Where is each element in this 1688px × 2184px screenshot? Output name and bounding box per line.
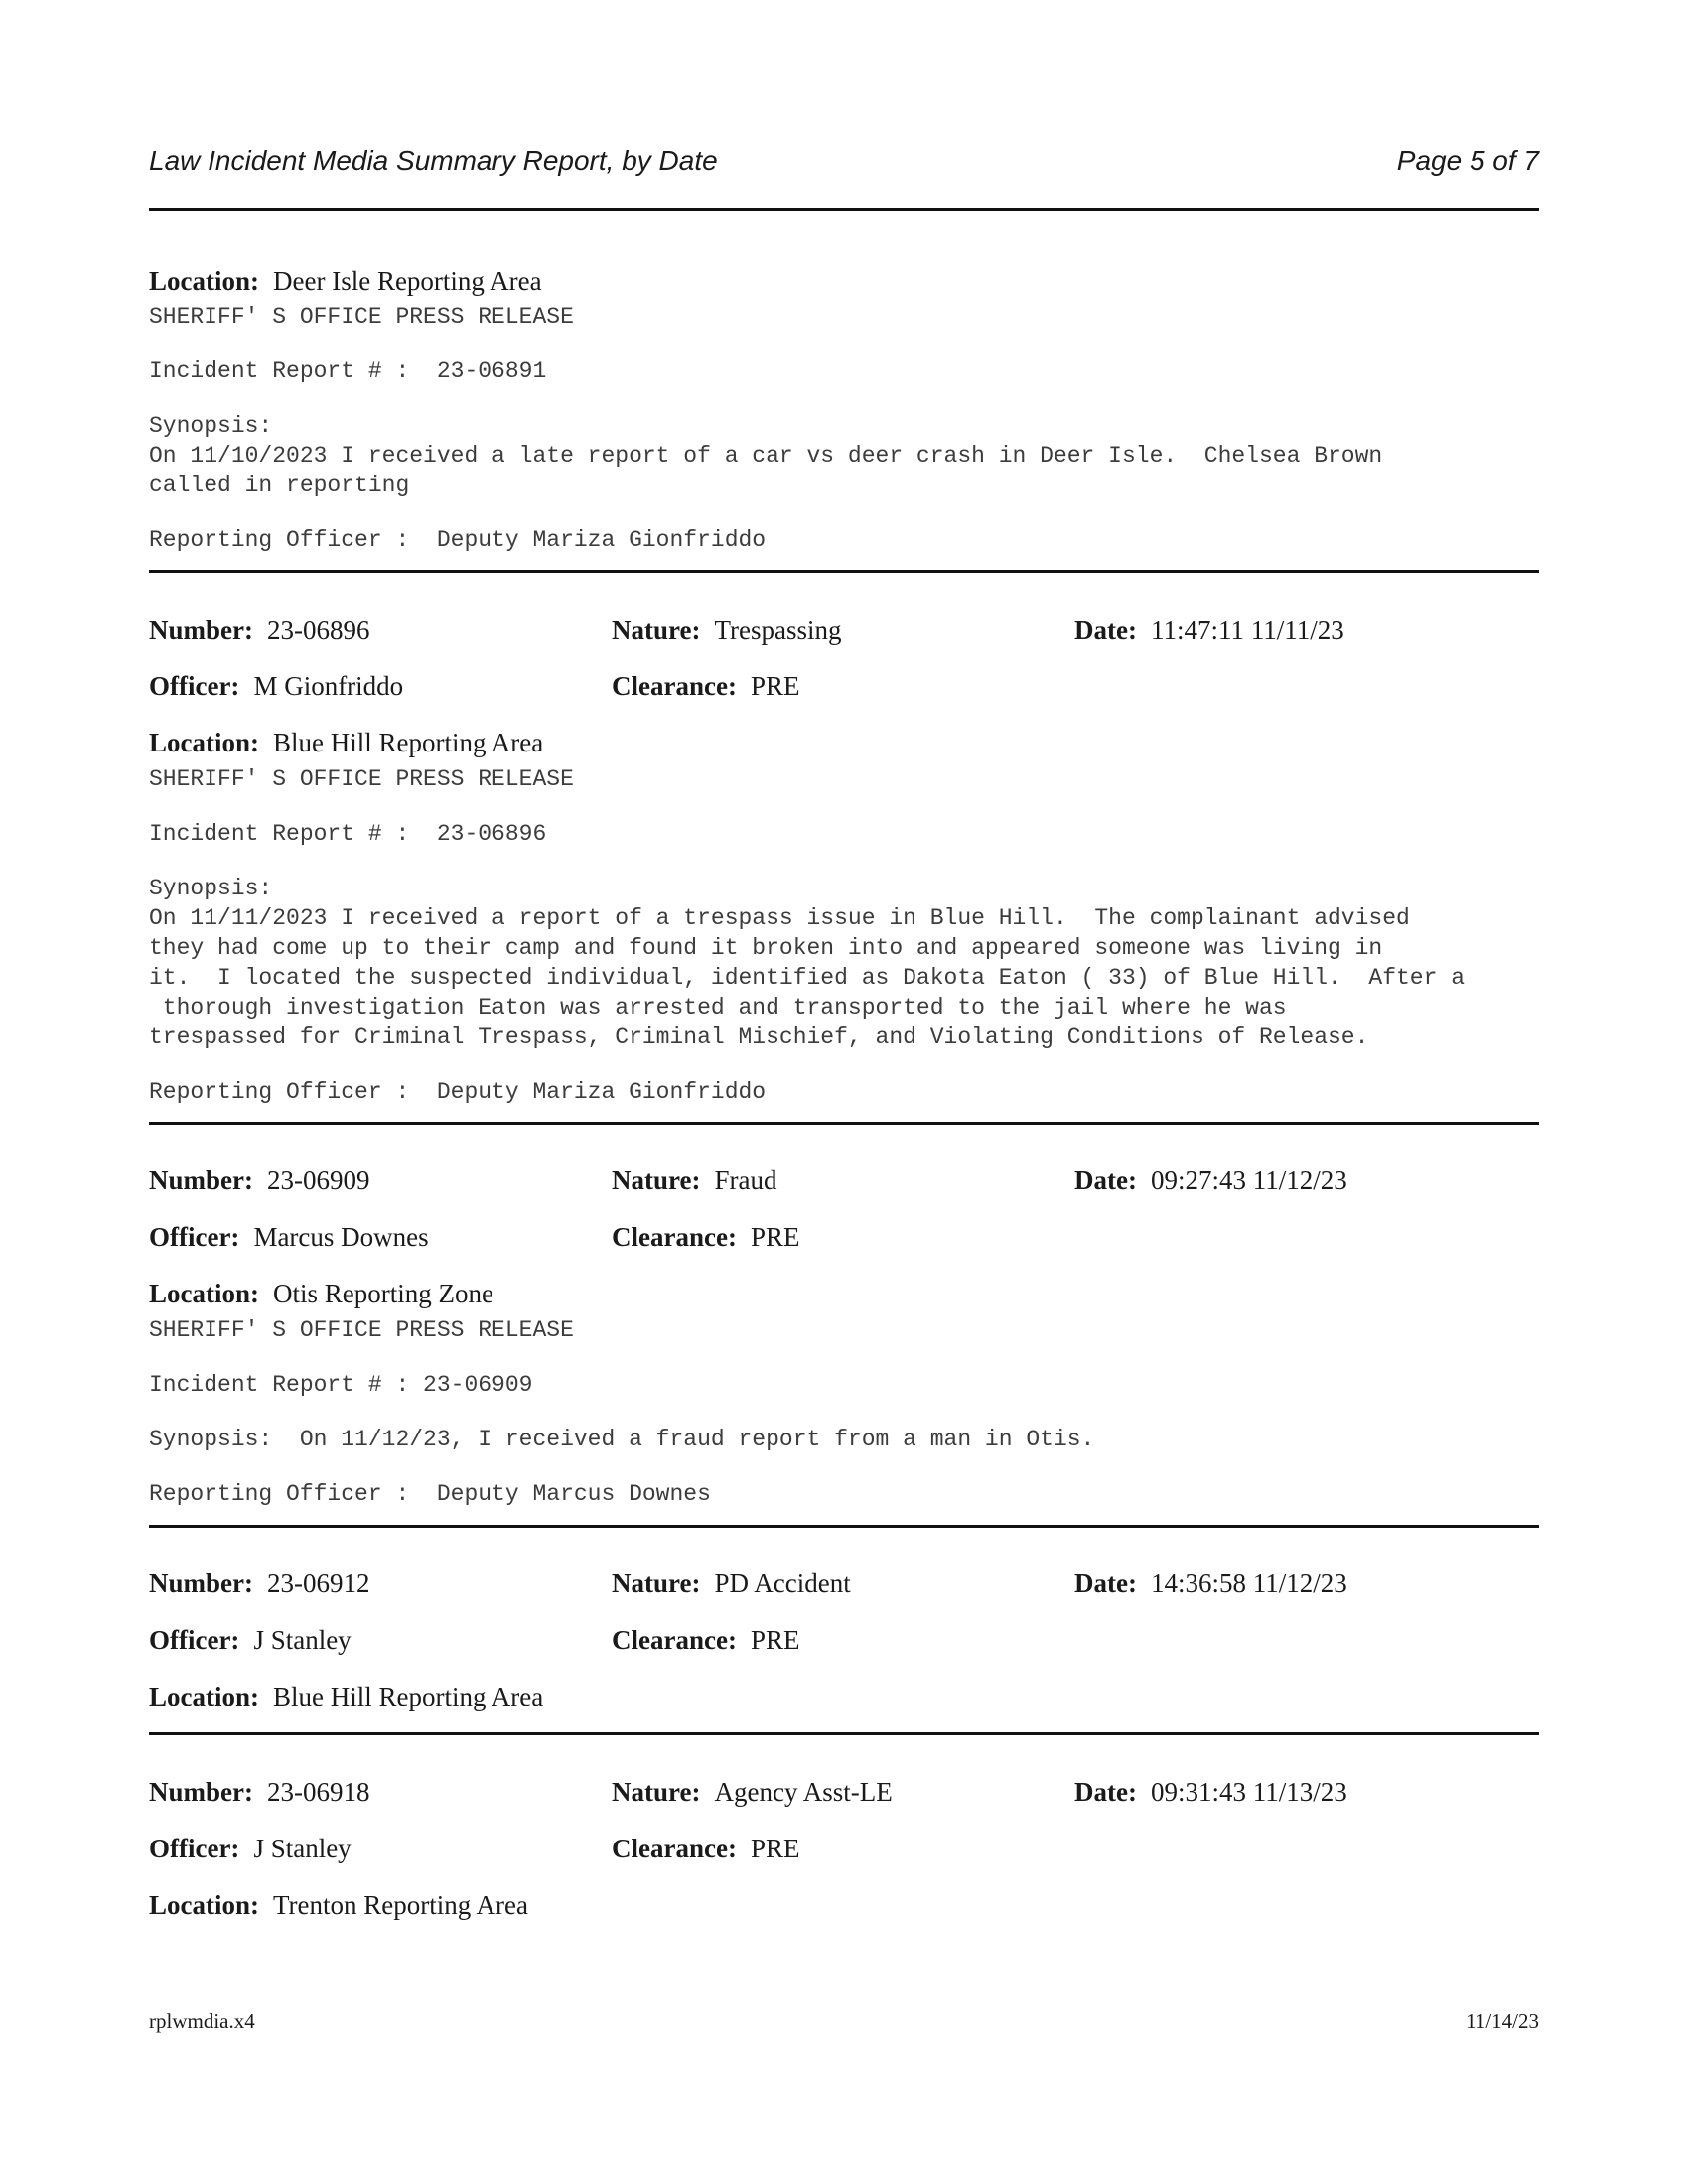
clearance-value: PRE bbox=[750, 1625, 800, 1655]
number-value: 23-06912 bbox=[266, 1569, 370, 1598]
location-field bbox=[149, 728, 543, 758]
officer-field bbox=[149, 671, 403, 702]
incident-divider bbox=[149, 1525, 1539, 1528]
print-date: 11/14/23 bbox=[1466, 2009, 1539, 2033]
number-field bbox=[149, 1777, 369, 1808]
number-field bbox=[149, 1165, 369, 1196]
location-field bbox=[149, 1279, 493, 1309]
carryover-location bbox=[149, 266, 542, 297]
location-label: Location: bbox=[149, 1890, 259, 1920]
number-label: Number: bbox=[149, 1569, 253, 1598]
synopsis-line: On 11/10/2023 I received a late report of a car vs deer crash in Deer Isle. Chelsea Brown bbox=[149, 443, 1383, 469]
location-label: Location: bbox=[149, 1682, 259, 1711]
header-divider bbox=[149, 208, 1539, 211]
report-title: Law Incident Media Summary Report, by Date bbox=[149, 145, 718, 176]
date-value: 14:36:58 11/12/23 bbox=[1150, 1569, 1347, 1598]
officer-label: Officer: bbox=[149, 671, 240, 701]
synopsis-label: Synopsis: bbox=[149, 876, 273, 901]
officer-field bbox=[149, 1222, 429, 1253]
location-value: Trenton Reporting Area bbox=[273, 1890, 528, 1920]
location-value: Otis Reporting Zone bbox=[273, 1279, 493, 1308]
synopsis-line: called in reporting bbox=[149, 473, 410, 498]
nature-value: Agency Asst-LE bbox=[714, 1777, 893, 1807]
synopsis-line: thorough investigation Eaton was arrested and transported to the jail where he was bbox=[149, 995, 1287, 1021]
date-field bbox=[1074, 1569, 1347, 1599]
officer-value: J Stanley bbox=[253, 1625, 352, 1655]
report-page bbox=[149, 0, 1539, 2184]
date-label: Date: bbox=[1074, 1569, 1137, 1598]
nature-field bbox=[612, 615, 842, 646]
nature-label: Nature: bbox=[612, 615, 701, 645]
incident-report-line: Incident Report # : 23-06896 bbox=[149, 821, 547, 847]
clearance-label: Clearance: bbox=[612, 671, 737, 701]
number-field bbox=[149, 615, 369, 646]
synopsis-line: trespassed for Criminal Trespass, Criminal Mischief, and Violating Conditions of Release. bbox=[149, 1024, 1369, 1050]
officer-value: Marcus Downes bbox=[253, 1222, 429, 1252]
clearance-value: PRE bbox=[750, 1834, 800, 1863]
officer-label: Officer: bbox=[149, 1834, 240, 1863]
reporting-officer-line: Reporting Officer : Deputy Marcus Downes bbox=[149, 1481, 711, 1507]
officer-label: Officer: bbox=[149, 1222, 240, 1252]
clearance-label: Clearance: bbox=[612, 1625, 737, 1655]
report-header bbox=[149, 145, 1539, 185]
date-field bbox=[1074, 1777, 1347, 1808]
nature-value: Trespassing bbox=[714, 615, 842, 645]
location-field bbox=[149, 1682, 543, 1712]
location-value: Blue Hill Reporting Area bbox=[273, 1682, 544, 1711]
page-number: Page 5 of 7 bbox=[1396, 145, 1539, 176]
synopsis-line: Synopsis: On 11/12/23, I received a fraud report from a man in Otis. bbox=[149, 1427, 1095, 1452]
date-value: 09:27:43 11/12/23 bbox=[1150, 1165, 1347, 1195]
officer-value: J Stanley bbox=[253, 1834, 352, 1863]
number-value: 23-06909 bbox=[266, 1165, 370, 1195]
nature-label: Nature: bbox=[612, 1165, 701, 1195]
clearance-field bbox=[612, 1222, 799, 1253]
location-label: Location: bbox=[149, 1279, 259, 1308]
location-label: Location: bbox=[149, 728, 259, 757]
clearance-field bbox=[612, 671, 799, 702]
date-label: Date: bbox=[1074, 615, 1137, 645]
date-label: Date: bbox=[1074, 1165, 1137, 1195]
nature-field bbox=[612, 1777, 893, 1808]
number-label: Number: bbox=[149, 1777, 253, 1807]
location-label: Location: bbox=[149, 266, 259, 296]
incident-divider bbox=[149, 570, 1539, 573]
number-label: Number: bbox=[149, 1165, 253, 1195]
number-value: 23-06896 bbox=[266, 615, 370, 645]
incident-divider bbox=[149, 1732, 1539, 1735]
nature-label: Nature: bbox=[612, 1569, 701, 1598]
incident-report-line: Incident Report # : 23-06909 bbox=[149, 1372, 533, 1398]
location-value: Deer Isle Reporting Area bbox=[273, 266, 542, 296]
location-field bbox=[149, 1890, 528, 1921]
incident-divider bbox=[149, 1122, 1539, 1125]
nature-value: PD Accident bbox=[714, 1569, 851, 1598]
clearance-label: Clearance: bbox=[612, 1222, 737, 1252]
synopsis-line: it. I located the suspected individual, identified as Dakota Eaton ( 33) of Blue Hill. After a bbox=[149, 965, 1466, 991]
press-release-line: SHERIFF' S OFFICE PRESS RELEASE bbox=[149, 1317, 574, 1343]
reporting-officer-line: Reporting Officer : Deputy Mariza Gionfriddo bbox=[149, 527, 767, 553]
clearance-value: PRE bbox=[750, 1222, 800, 1252]
press-release-line: SHERIFF' S OFFICE PRESS RELEASE bbox=[149, 766, 574, 792]
date-field bbox=[1074, 615, 1344, 646]
report-id: rplwmdia.x4 bbox=[149, 2009, 255, 2033]
date-value: 11:47:11 11/11/23 bbox=[1150, 615, 1344, 645]
clearance-field bbox=[612, 1834, 799, 1864]
nature-field bbox=[612, 1569, 851, 1599]
clearance-field bbox=[612, 1625, 799, 1656]
number-label: Number: bbox=[149, 615, 253, 645]
synopsis-label: Synopsis: bbox=[149, 413, 273, 439]
nature-field bbox=[612, 1165, 776, 1196]
reporting-officer-line: Reporting Officer : Deputy Mariza Gionfriddo bbox=[149, 1079, 767, 1105]
officer-label: Officer: bbox=[149, 1625, 240, 1655]
clearance-label: Clearance: bbox=[612, 1834, 737, 1863]
date-label: Date: bbox=[1074, 1777, 1137, 1807]
synopsis-line: On 11/11/2023 I received a report of a trespass issue in Blue Hill. The complainant advised bbox=[149, 905, 1410, 931]
number-value: 23-06918 bbox=[266, 1777, 370, 1807]
officer-field bbox=[149, 1834, 352, 1864]
date-value: 09:31:43 11/13/23 bbox=[1150, 1777, 1347, 1807]
officer-value: M Gionfriddo bbox=[253, 671, 404, 701]
incident-report-line: Incident Report # : 23-06891 bbox=[149, 358, 547, 384]
press-release-line: SHERIFF' S OFFICE PRESS RELEASE bbox=[149, 304, 574, 330]
nature-label: Nature: bbox=[612, 1777, 701, 1807]
officer-field bbox=[149, 1625, 352, 1656]
synopsis-line: they had come up to their camp and found it broken into and appeared someone was living in bbox=[149, 935, 1383, 961]
clearance-value: PRE bbox=[750, 671, 800, 701]
nature-value: Fraud bbox=[714, 1165, 777, 1195]
number-field bbox=[149, 1569, 369, 1599]
location-value: Blue Hill Reporting Area bbox=[273, 728, 544, 757]
date-field bbox=[1074, 1165, 1347, 1196]
